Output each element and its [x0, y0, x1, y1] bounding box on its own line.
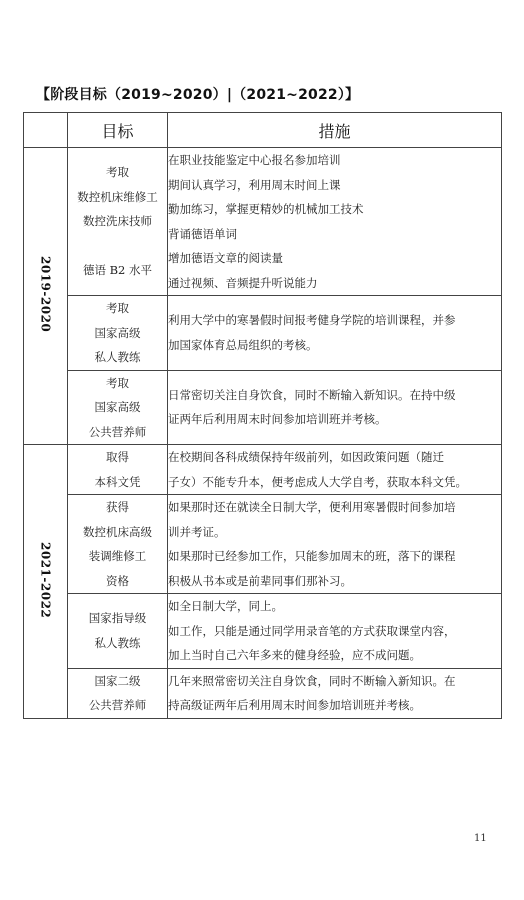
goal-line: 国家高级: [94, 325, 141, 340]
goal-cell: [68, 668, 168, 718]
header-measure: 措施: [168, 113, 502, 148]
goal-line: 考取: [106, 165, 129, 180]
period-cell: [24, 148, 68, 445]
measure-line: 在职业技能鉴定中心报名参加培训: [168, 153, 341, 167]
measure-line: 日常密切关注自身饮食，同时不断输入新知识。在持中级: [168, 387, 456, 402]
goal-cell: [68, 495, 168, 594]
goal-line: 国家高级: [94, 400, 141, 414]
measure-cell: [168, 148, 502, 296]
page-title: 【阶段目标（2019~2020）|（2021~2022）】: [36, 87, 360, 103]
goal-line: 数控洗床技师: [83, 214, 152, 229]
goal-cell: [68, 594, 168, 669]
goal-line: 公共营养师: [88, 424, 147, 439]
table-row: [24, 495, 502, 594]
header-goal: 目标: [68, 113, 168, 148]
measure-line: 利用大学中的寒暑假时间报考健身学院的培训课程，并参: [168, 313, 456, 328]
goal-cell: [68, 445, 168, 495]
measure-line: 如全日制大学，同上。: [168, 599, 283, 613]
table-row: [24, 668, 502, 718]
measure-cell: [168, 296, 502, 371]
measure-line: 如工作，只能是通过同学用录音笔的方式获取课堂内容，: [168, 623, 456, 638]
goal-cell: [68, 370, 168, 445]
measure-cell: [168, 445, 502, 495]
goal-line: 数控机床高级: [83, 524, 152, 539]
table-row: [24, 370, 502, 445]
table-row: [24, 148, 502, 296]
measure-line: 加国家体育总局组织的考核。: [168, 337, 318, 352]
measure-line: 期间认真学习，利用周末时间上课: [168, 177, 341, 192]
measure-line: 积极从书本或是前辈同事们那补习。: [168, 573, 352, 588]
period-label: 2021-2022: [38, 541, 53, 618]
measure-line: 背诵德语单词: [168, 226, 237, 241]
table-row: [24, 594, 502, 669]
goal-line: 公共营养师: [88, 698, 147, 712]
goal-line: 取得: [106, 450, 129, 464]
period-label: 2019-2020: [38, 256, 53, 333]
table-row: [24, 296, 502, 371]
measure-cell: [168, 594, 502, 669]
measure-line: 加上当时自己六年多来的健身经验，应不成问题。: [168, 648, 421, 662]
goal-line: 装调维修工: [88, 549, 147, 563]
measure-line: 持高级证两年后利用周末时间参加培训班并考核。: [168, 698, 421, 712]
period-cell: [24, 445, 68, 719]
measure-line: 通过视频、音频提升听说能力: [168, 275, 318, 290]
measure-line: 证两年后利用周末时间参加培训班并考核。: [168, 412, 387, 427]
goal-line: [68, 234, 167, 259]
stage-goals-table: [23, 112, 502, 719]
measure-line: 训并考证。: [168, 524, 226, 539]
measure-line: 如果那时还在就读全日制大学，便利用寒暑假时间参加培: [168, 500, 456, 514]
goal-line: 获得: [106, 500, 129, 514]
measure-line: 子女）不能专升本，便考虑成人大学自考，获取本科文凭。: [168, 474, 467, 489]
measure-cell: [168, 668, 502, 718]
goal-line: 考取: [106, 301, 129, 315]
measure-cell: [168, 495, 502, 594]
goal-line: 德语 B2 水平: [82, 263, 153, 278]
goal-line: 数控机床维修工: [77, 189, 158, 204]
goal-cell: [68, 148, 168, 296]
goal-line: 私人教练: [94, 635, 141, 650]
goal-line: 资格: [106, 573, 129, 588]
measure-line: 在校期间各科成绩保持年级前列，如因政策问题（随迁: [168, 450, 444, 464]
measure-line: 勤加练习，掌握更精妙的机械加工技术: [168, 202, 364, 216]
table-row: [24, 445, 502, 495]
page-number: 11: [474, 833, 487, 844]
measure-line: 增加德语文章的阅读量: [168, 251, 283, 265]
header-period: [24, 113, 68, 148]
measure-line: 几年来照常密切关注自身饮食，同时不断输入新知识。在: [168, 673, 456, 688]
goal-line: 私人教练: [94, 350, 141, 364]
goal-line: 考取: [106, 375, 129, 390]
goal-line: 本科文凭: [94, 474, 141, 489]
header-row: [24, 113, 502, 148]
goal-cell: [68, 296, 168, 371]
table-body: [24, 148, 502, 719]
measure-cell: [168, 370, 502, 445]
goal-line: 国家二级: [94, 673, 141, 688]
goal-line: 国家指导级: [88, 611, 147, 626]
measure-line: 如果那时已经参加工作，只能参加周末的班，落下的课程: [168, 549, 456, 563]
